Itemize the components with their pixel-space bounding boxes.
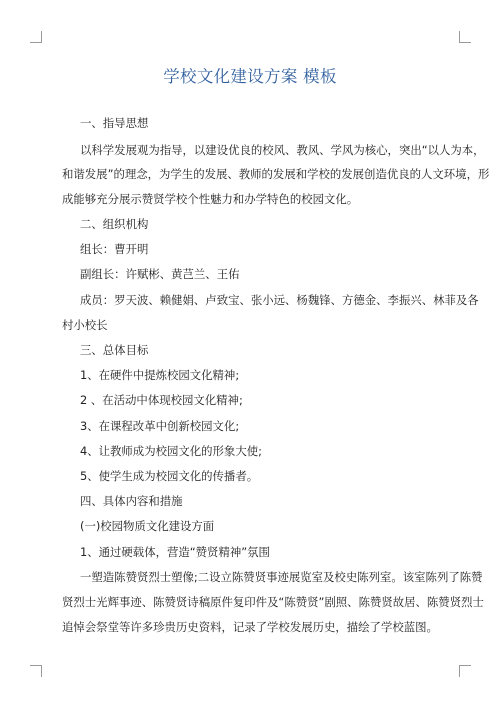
section-heading-overall-goals: 三、总体目标 xyxy=(80,343,149,357)
page-corner-mark-bottom-right xyxy=(459,665,471,677)
goal-item: 1、在硬件中提炼校园文化精神; xyxy=(80,368,240,382)
paragraph-line: 贤烈士光辉事迹、陈赞贤诗稿原件复印件及“陈赞贤”剧照、陈赞贤故居、陈赞贤烈士 xyxy=(62,595,484,609)
paragraph-line: 成能够充分展示赞贤学校个性魅力和办学特色的校园文化。 xyxy=(62,192,359,206)
section-heading-guiding-ideology: 一、指导思想 xyxy=(80,116,149,130)
deputy-leaders-line: 副组长：许赋彬、黄芑兰、王佑 xyxy=(80,267,240,281)
document-title: 学校文化建设方案 模板 xyxy=(163,67,337,86)
paragraph-line: 追悼会祭堂等许多珍贵历史资料，记录了学校发展历史，描绘了学校蓝图。 xyxy=(62,620,438,634)
goal-item: 4、让教师成为校园文化的形象大使; xyxy=(80,444,262,458)
page-corner-mark-top-right xyxy=(459,31,471,43)
section-heading-measures: 四、具体内容和措施 xyxy=(80,494,183,508)
leader-line: 组长：曹开明 xyxy=(80,242,149,256)
page-corner-mark-bottom-left xyxy=(30,665,42,677)
paragraph-line: 一塑造陈赞贤烈士塑像;二设立陈赞贤事迹展览室及校史陈列室。该室陈列了陈赞 xyxy=(80,570,483,584)
page-corner-mark-top-left xyxy=(30,31,42,43)
goal-item: 5、使学生成为校园文化的传播者。 xyxy=(80,469,259,483)
goal-item: 3、在课程改革中创新校园文化; xyxy=(80,419,240,433)
item-heading: 1、通过硬载体，营造“赞贤精神”氛围 xyxy=(80,545,270,559)
section-heading-organization: 二、组织机构 xyxy=(80,217,149,231)
members-line: 成员：罗天波、赖健娟、卢致宝、张小远、杨魏锋、方德金、李振兴、林菲及各 xyxy=(80,293,479,307)
paragraph-line: 以科学发展观为指导，以建设优良的校风、教风、学风为核心，突出“以人为本， xyxy=(80,143,485,157)
members-line: 村小校长 xyxy=(62,318,108,332)
goal-item: 2 、在活动中体现校园文化精神; xyxy=(80,393,243,407)
paragraph-line: 和谐发展”的理念，为学生的发展、教师的发展和学校的发展创造优良的人文环境，形 xyxy=(62,167,490,181)
subsection-heading: (一)校园物质文化建设方面 xyxy=(80,519,215,533)
